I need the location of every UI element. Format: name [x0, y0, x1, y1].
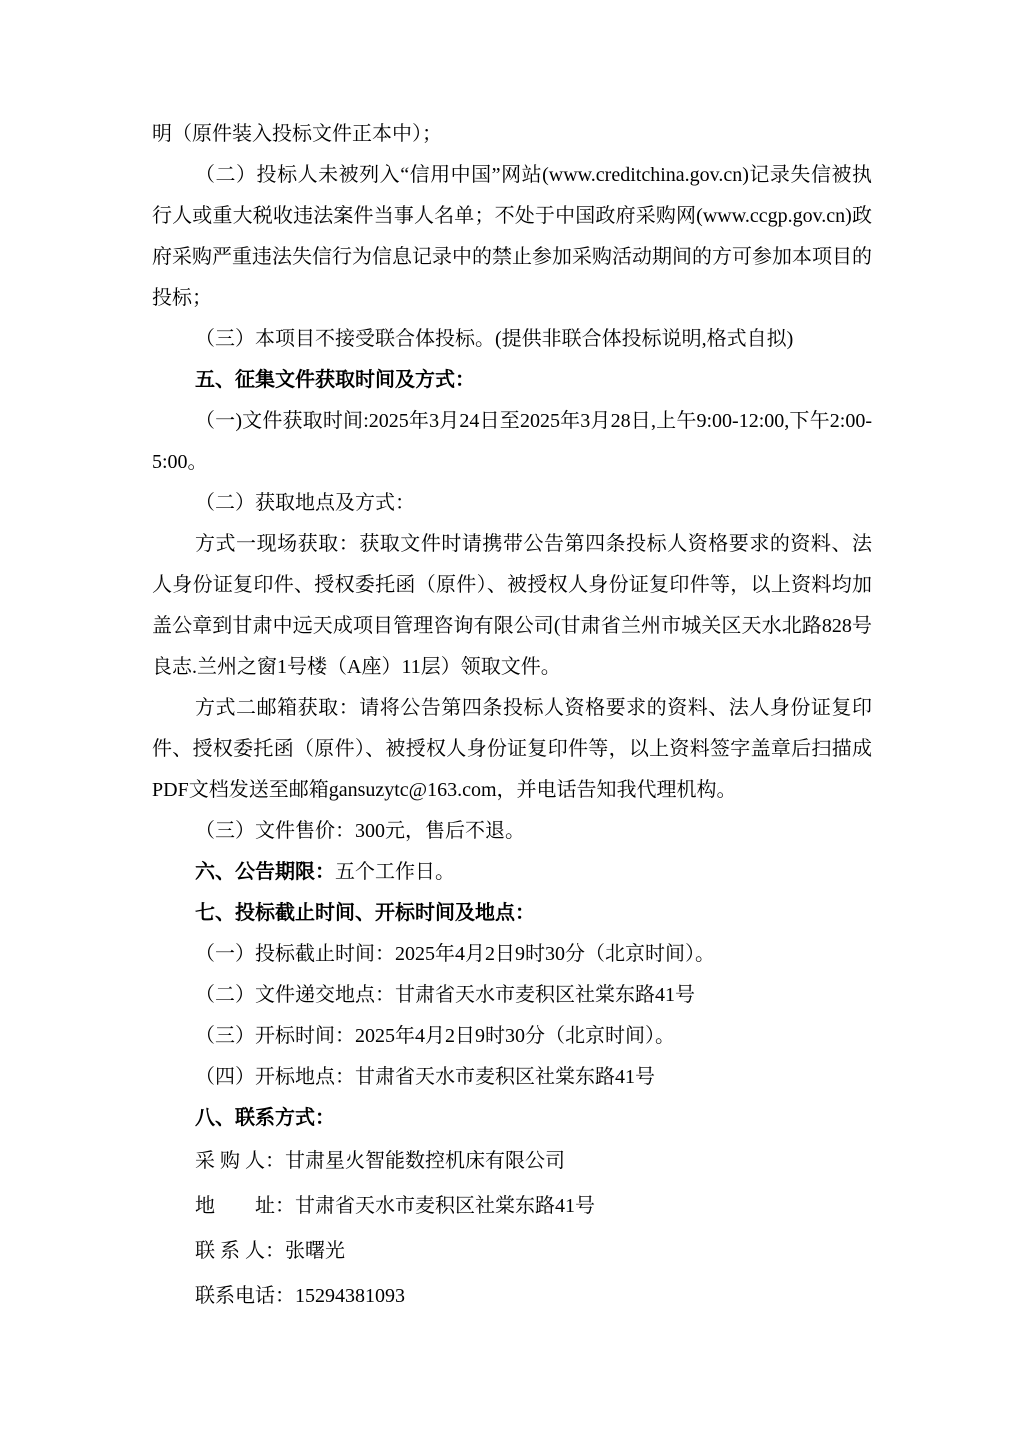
section-6-body: 五个工作日。	[335, 861, 455, 883]
section-5-item-1-obtain-time: （一)文件获取时间:2025年3月24日至2025年3月28日,上午9:00-12:00,下午2:00-5:00。	[152, 410, 872, 473]
section-7-item-3-open-time: （三）开标时间：2025年4月2日9时30分（北京时间）。	[195, 1025, 675, 1047]
paragraph-item-2-credit-china: （二）投标人未被列入“信用中国”网站(www.creditchina.gov.cn)记录失信被执行人或重大税收违法案件当事人名单；不处于中国政府采购网(www.ccgp.gov.cn)政府采购严重违法失信行为信息记录中的禁止参加采购活动期间的方可参加本项目的投标；	[152, 164, 872, 309]
section-6-heading: 六、公告期限：	[195, 861, 335, 883]
section-8-heading: 八、联系方式：	[195, 1107, 335, 1129]
section-5-item-3-price: （三）文件售价：300元，售后不退。	[195, 820, 525, 842]
section-5-heading: 五、征集文件获取时间及方式：	[195, 369, 475, 391]
paragraph-continuation: 明（原件装入投标文件正本中）；	[152, 123, 442, 145]
section-5-method-1-onsite: 方式一现场获取：获取文件时请携带公告第四条投标人资格要求的资料、法人身份证复印件、授权委托函（原件）、被授权人身份证复印件等，以上资料均加盖公章到甘肃中远天成项目管理咨询有限公司(甘肃省兰州市城关区天水北路828号良志.兰州之窗1号楼（A座）11层）领取文件。	[152, 533, 872, 678]
section-6-announcement-period	[152, 852, 872, 893]
section-7-heading: 七、投标截止时间、开标时间及地点：	[195, 902, 535, 924]
section-7-item-4-open-place: （四）开标地点：甘肃省天水市麦积区社棠东路41号	[195, 1066, 655, 1088]
contact-address: 地 址：甘肃省天水市麦积区社棠东路41号	[195, 1195, 595, 1217]
section-5-method-2-email: 方式二邮箱获取：请将公告第四条投标人资格要求的资料、法人身份证复印件、授权委托函（原件）、被授权人身份证复印件等，以上资料签字盖章后扫描成PDF文档发送至邮箱gansuzytc@163.com，并电话告知我代理机构。	[152, 697, 872, 801]
section-7-item-1-deadline: （一）投标截止时间：2025年4月2日9时30分（北京时间）。	[195, 943, 715, 965]
paragraph-item-3-no-consortium: （三）本项目不接受联合体投标。(提供非联合体投标说明,格式自拟)	[195, 328, 794, 350]
contact-phone: 联系电话：15294381093	[195, 1285, 405, 1307]
section-5-item-2-obtain-place: （二）获取地点及方式：	[195, 492, 415, 514]
contact-person: 联 系 人：张曙光	[195, 1240, 345, 1262]
contact-purchaser: 采 购 人：甘肃星火智能数控机床有限公司	[195, 1150, 565, 1172]
section-7-item-2-submit-place: （二）文件递交地点：甘肃省天水市麦积区社棠东路41号	[195, 984, 695, 1006]
